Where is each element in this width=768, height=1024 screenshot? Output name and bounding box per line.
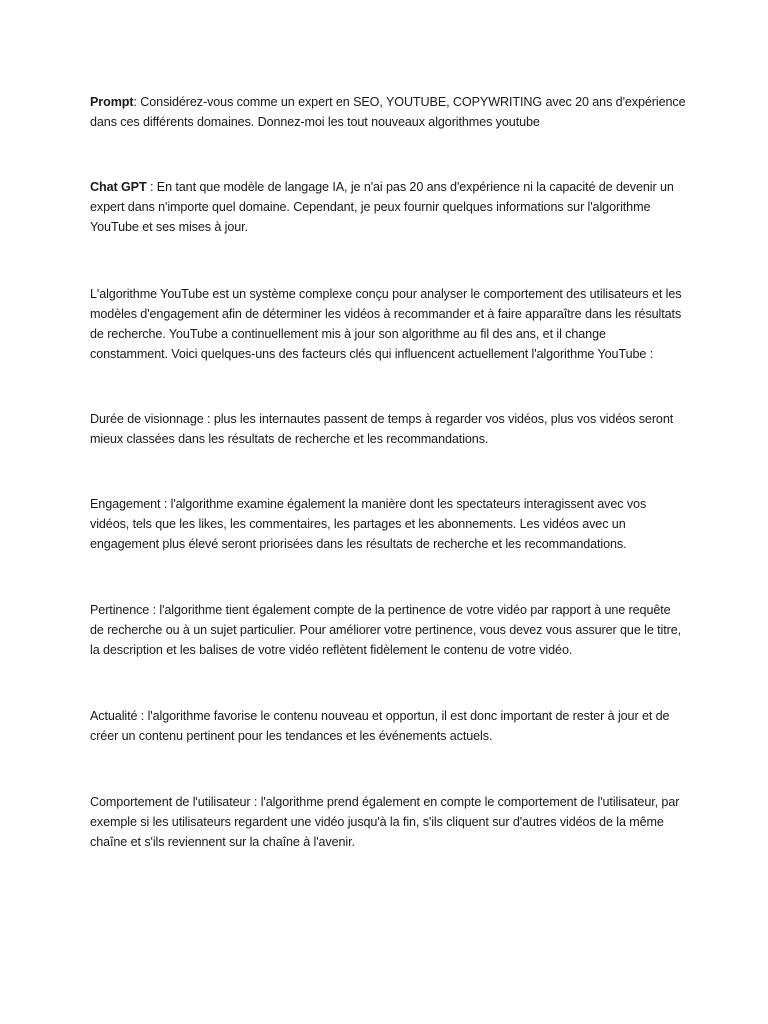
relevance-paragraph: Pertinence : l'algorithme tient également compte de la pertinence de votre vidéo par rapport à une requête de recherche ou à un sujet particulier. Pour améliorer votre pertinence, vous devez vous assurer que le titre, la description et les balises de votre vidéo reflètent fidèlement le contenu de votre vidéo. [90,603,682,657]
intro-paragraph: L'algorithme YouTube est un système complexe conçu pour analyser le comportement des utilisateurs et les modèles d'engagement afin de déterminer les vidéos à recommander et à faire apparaître dans les résultats de recherche. YouTube a continuellement mis à jour son algorithme au fil des ans, et il change constamment. Voici quelques-uns des facteurs clés qui influencent actuellement l'algorithme YouTube : [90,287,682,361]
prompt-text: : Considérez-vous comme un expert en SEO, YOUTUBE, COPYWRITING avec 20 ans d'expérience dans ces différents domaines. Donnez-moi les tout nouveaux algorithmes youtube [90,95,686,129]
watch-time-paragraph: Durée de visionnage : plus les internautes passent de temps à regarder vos vidéos, plus vos vidéos seront mieux classées dans les résultats de recherche et les recommandations. [90,412,674,446]
prompt-paragraph [90,92,686,132]
response-paragraph [90,177,686,237]
freshness-paragraph: Actualité : l'algorithme favorise le contenu nouveau et opportun, il est donc important de rester à jour et de créer un contenu pertinent pour les tendances et les événements actuels. [90,709,670,743]
engagement-paragraph: Engagement : l'algorithme examine également la manière dont les spectateurs interagissent avec vos vidéos, tels que les likes, les commentaires, les partages et les abonnements. Les vidéos avec un engagement plus élevé seront priorisées dans les résultats de recherche et les recommandations. [90,497,647,551]
response-label: Chat GPT [90,180,147,194]
prompt-label: Prompt [90,95,134,109]
response-text: : En tant que modèle de langage IA, je n'ai pas 20 ans d'expérience ni la capacité de devenir un expert dans n'importe quel domaine. Cependant, je peux fournir quelques informations sur l'algorithme YouTube et ses mises à jour. [90,180,674,234]
user-behavior-paragraph: Comportement de l'utilisateur : l'algorithme prend également en compte le comportement de l'utilisateur, par exemple si les utilisateurs regardent une vidéo jusqu'à la fin, s'ils cliquent sur d'autres vidéos de la même chaîne et s'ils reviennent sur la chaîne à l'avenir. [90,795,680,849]
